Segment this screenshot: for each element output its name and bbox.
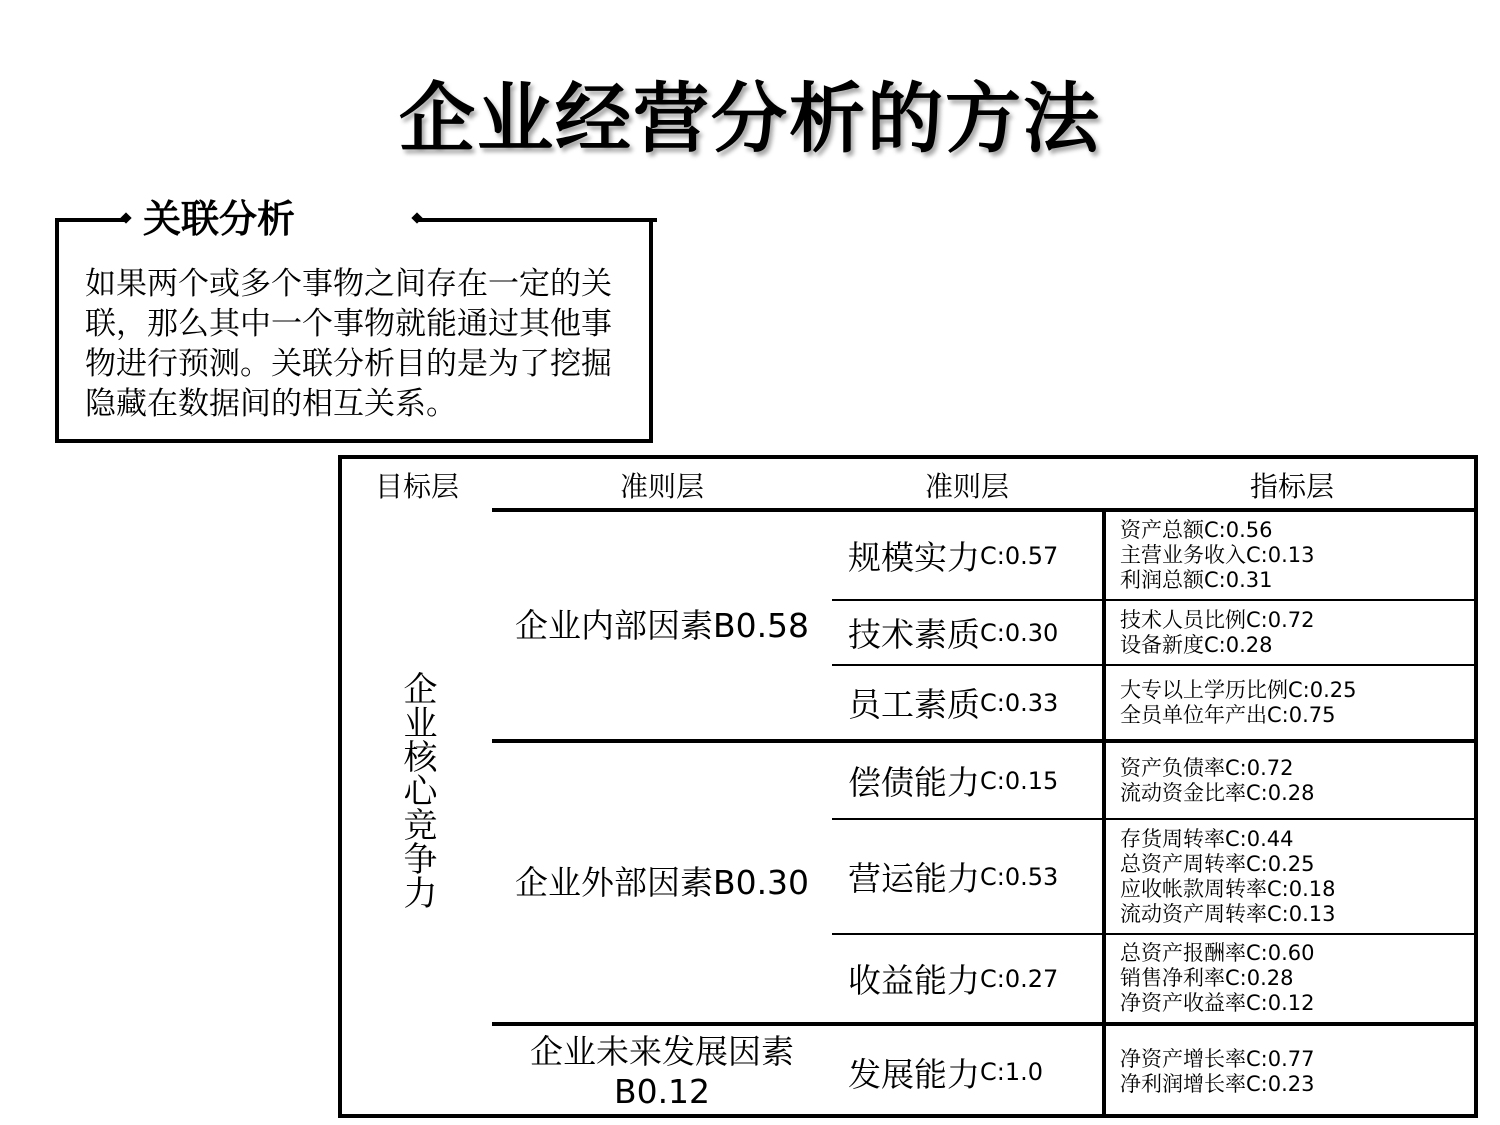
concept-text: 如果两个或多个事物之间存在一定的关联，那么其中一个事物就能通过其他事物进行预测。关联分析目的是为了挖掘隐藏在数据间的相互关系。 xyxy=(85,266,612,422)
indicator-item: 净利润增长率C:0.23 xyxy=(1120,1072,1315,1096)
header-goal-layer: 目标层 xyxy=(374,470,459,503)
indicators-profit xyxy=(1106,935,1478,1022)
criterion-name: 营运能力 xyxy=(848,859,980,898)
criterion-profit xyxy=(840,935,1102,1022)
indicator-item: 全员单位年产出C:0.75 xyxy=(1120,702,1336,727)
goal-cell: 企业核心竞争力 xyxy=(397,671,437,909)
criterion-name: 收益能力 xyxy=(848,961,980,1000)
indicator-item: 大专以上学历比例C:0.25 xyxy=(1120,677,1357,702)
criterion-value: C:0.27 xyxy=(980,964,1059,993)
criterion-name: 员工素质 xyxy=(848,685,980,724)
criterion-name: 技术素质 xyxy=(848,615,980,654)
indicator-item: 总资产周转率C:0.25 xyxy=(1120,851,1315,876)
indicator-item: 销售净利率C:0.28 xyxy=(1120,966,1294,990)
page-title: 企业经营分析的方法 xyxy=(399,74,1101,163)
indicator-item: 主营业务收入C:0.13 xyxy=(1120,543,1315,567)
competitiveness-table xyxy=(338,455,1478,1118)
criterion-scale xyxy=(840,512,1102,599)
indicator-item: 资产负债率C:0.72 xyxy=(1120,755,1294,780)
indicator-item: 技术人员比例C:0.72 xyxy=(1120,607,1315,632)
factor-external: 企业外部因素B0.30 xyxy=(514,862,810,902)
criterion-value: C:1.0 xyxy=(980,1058,1044,1086)
indicators-scale xyxy=(1106,512,1478,599)
header-criteria-layer-2: 准则层 xyxy=(924,470,1009,503)
indicators-staff xyxy=(1106,666,1478,739)
indicator-item: 资产总额C:0.56 xyxy=(1120,518,1273,542)
indicator-item: 流动资产周转率C:0.13 xyxy=(1120,901,1336,926)
criterion-value: C:0.57 xyxy=(980,541,1059,570)
criterion-value: C:0.15 xyxy=(980,766,1059,795)
header-indicator-layer: 指标层 xyxy=(1249,470,1334,503)
indicators-growth xyxy=(1106,1026,1478,1118)
indicators-tech xyxy=(1106,601,1478,664)
criterion-staff xyxy=(840,666,1102,739)
criterion-value: C:0.33 xyxy=(980,688,1059,717)
criterion-tech xyxy=(840,601,1102,664)
factor-future xyxy=(517,1026,807,1118)
indicator-item: 净资产收益率C:0.12 xyxy=(1120,991,1315,1015)
criterion-name: 规模实力 xyxy=(848,538,980,577)
criterion-value: C:0.30 xyxy=(980,618,1059,647)
indicator-item: 设备新度C:0.28 xyxy=(1120,632,1273,657)
criterion-operation xyxy=(840,820,1102,933)
criterion-name: 偿债能力 xyxy=(848,763,980,802)
indicator-item: 总资产报酬率C:0.60 xyxy=(1120,941,1315,965)
header-criteria-layer-1: 准则层 xyxy=(619,470,704,503)
indicator-item: 存货周转率C:0.44 xyxy=(1120,826,1294,851)
factor-future-label: 企业未来发展因素B0.12 xyxy=(530,1032,794,1111)
indicators-solvency xyxy=(1106,743,1478,818)
indicator-item: 流动资金比率C:0.28 xyxy=(1120,780,1315,805)
criterion-name: 发展能力 xyxy=(848,1054,980,1094)
factor-internal: 企业内部因素B0.58 xyxy=(514,605,810,645)
indicator-item: 应收帐款周转率C:0.18 xyxy=(1120,876,1336,901)
indicator-item: 利润总额C:0.31 xyxy=(1120,568,1273,592)
criterion-solvency xyxy=(840,743,1102,818)
concept-heading: 关联分析 xyxy=(143,197,296,241)
criterion-value: C:0.53 xyxy=(980,862,1059,891)
indicator-item: 净资产增长率C:0.77 xyxy=(1120,1047,1315,1071)
indicators-operation xyxy=(1106,820,1478,933)
criterion-growth xyxy=(840,1026,1102,1118)
